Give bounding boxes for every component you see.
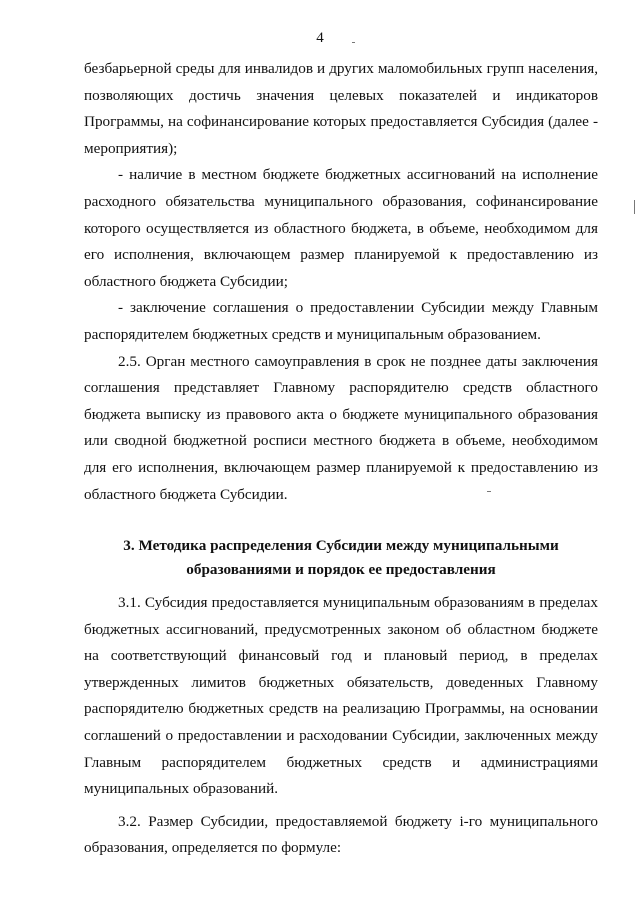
page-number: 4 (316, 30, 324, 46)
scan-mark-right-edge (634, 200, 635, 214)
section-3-heading-line-2: образованиями и порядок ее предоставления (186, 561, 496, 579)
paragraph-3-2: 3.2. Размер Субсидии, предоставляемой бюджету i-го муниципального образования, определяется по формуле: (84, 812, 598, 857)
paragraph-continuation: безбарьерной среды для инвалидов и других маломобильных групп населения, позволяющих достичь значения целевых показателей и индикаторов Программы, на софинансирование которых предоставляется Субсидия (далее - мероприятия); (84, 60, 598, 157)
paragraph-budget-allocations: - наличие в местном бюджете бюджетных ассигнований на исполнение расходного обязательства муниципального образования, софинансирование которого осуществляется из областного бюджета, в объеме, необходимом для его исполнения, включающем размер планируемой к предоставлению из областного бюджета Субсидии; (84, 166, 598, 290)
section-3-heading-line-1: 3. Методика распределения Субсидии между муниципальными (123, 537, 559, 555)
scan-mark-page-number (352, 42, 355, 43)
paragraph-2-5: 2.5. Орган местного самоуправления в срок не позднее даты заключения соглашения представляет Главному распорядителю средств областного бюджета выписку из правового акта о бюджете муниципального образования или сводной бюджетной росписи местного бюджета в объеме, необходимом для его исполнения, включающем размер планируемой к предоставлению из областного бюджета Субсидии. (84, 352, 598, 503)
document-body (84, 56, 598, 862)
scan-mark-dot (487, 491, 491, 492)
paragraph-agreement: - заключение соглашения о предоставлении Субсидии между Главным распорядителем бюджетных средств и муниципальным образованием. (84, 299, 598, 343)
paragraph-3-1: 3.1. Субсидия предоставляется муниципальным образованиям в пределах бюджетных ассигнований, предусмотренных законом об областном бюджете на соответствующий финансовый год и плановый период, в пределах утвержденных лимитов бюджетных обязательств, доведенных Главному распорядителю бюджетных средств на реализацию Программы, на основании соглашений о предоставлении и расходовании Субсидии, заключенных между Главным распорядителем бюджетных средств и администрациями муниципальных образований. (84, 594, 598, 798)
section-3-heading (84, 534, 598, 582)
